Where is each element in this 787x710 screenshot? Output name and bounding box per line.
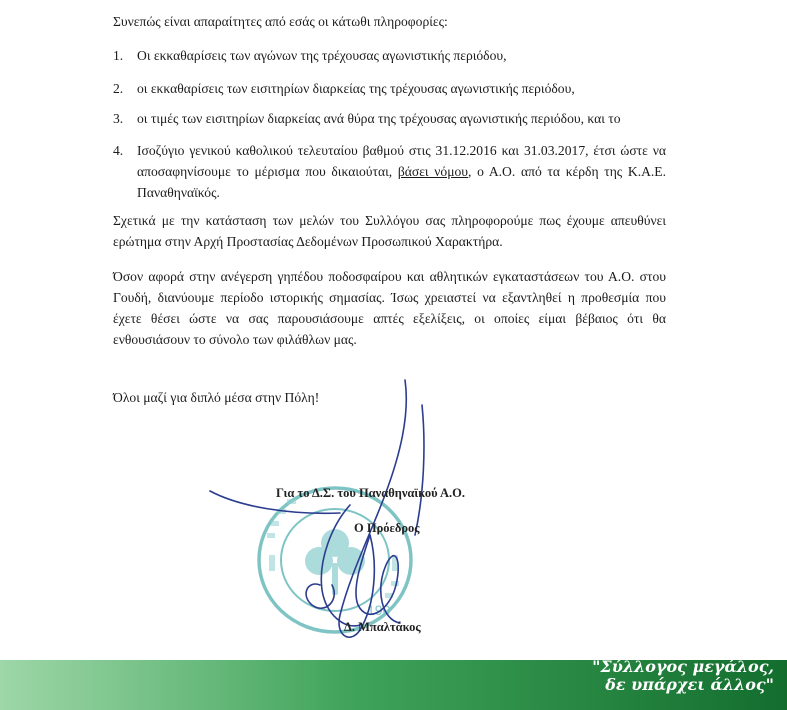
list-number: 4. — [113, 143, 124, 158]
list-item — [113, 140, 666, 203]
list-item-text-part: , ο Α.Ο. από τα κέρδη της Κ.Α.Ε. Παναθηναϊκός. — [137, 164, 667, 200]
stadium-paragraph — [113, 266, 666, 350]
signature-name: Δ. Μπαλτάκος — [344, 620, 421, 634]
motto-line: "Σύλλογος μεγάλος, — [592, 657, 774, 676]
list-item — [113, 108, 666, 129]
list-item-text — [137, 140, 666, 203]
list-item — [113, 45, 666, 66]
motto-line: δε υπάρχει άλλος" — [605, 675, 774, 694]
intro-text: Συνεπώς είναι απαραίτητες από εσάς οι κάτωθι πληροφορίες: — [113, 14, 448, 29]
intro-paragraph — [113, 11, 666, 32]
underlined-phrase: βάσει νόμου — [397, 164, 469, 179]
members-paragraph — [113, 210, 666, 252]
stadium-text: Όσον αφορά στην ανέγερση γηπέδου ποδοσφαίρου και αθλητικών εγκαταστάσεων του Α.Ο. στου Γουδή, διανύουμε περίοδο ιστορικής σημασίας. Ίσως χρειαστεί να εξαντληθεί η προθεσμία που έχετε θέσει ώστε να σας παρουσιάσουμε απτές εξελίξεις, οι οποίες είμαι βέβαιος ότι θα ενθουσιάσουν το σύνολο των φιλάθλων μας. — [113, 269, 666, 347]
list-item-text: Οι εκκαθαρίσεις των αγώνων της τρέχουσας αγωνιστικής περιόδου, — [137, 48, 507, 63]
list-number: 2. — [113, 81, 124, 96]
list-item — [113, 78, 666, 99]
stamp-year: 190 — [367, 602, 391, 618]
signature-title: Ο Πρόεδρος — [354, 521, 420, 535]
handwritten-signature — [200, 375, 460, 655]
list-item-text: οι εκκαθαρίσεις των εισιτηρίων διαρκείας της τρέχουσας αγωνιστικής περιόδου, — [137, 81, 575, 96]
list-item-text-part: Ισοζύγιο γενικού καθολικού τελευταίου βαθμού στις 31.12.2016 και 31.03.2017, έτσι ώστε να αποσαφηνίσουμε το μέρισμα που δικαιούται, — [137, 143, 666, 179]
closing-text: Όλοι μαζί για διπλό μέσα στην Πόλη! — [113, 390, 320, 405]
members-text: Σχετικά με την κατάσταση των μελών του Συλλόγου σας πληροφορούμε πως έχουμε απευθύνει ερώτημα στην Αρχή Προστασίας Δεδομένων Προσωπικού Χαρακτήρα. — [113, 213, 666, 249]
footer-motto — [578, 658, 774, 694]
signature-org-line: Για το Δ.Σ. του Παναθηναϊκού Α.Ο. — [276, 486, 466, 500]
list-number: 1. — [113, 48, 124, 63]
list-item-text: οι τιμές των εισιτηρίων διαρκείας ανά θύρα της τρέχουσας αγωνιστικής περιόδου, και το — [137, 111, 621, 126]
list-number: 3. — [113, 111, 124, 126]
